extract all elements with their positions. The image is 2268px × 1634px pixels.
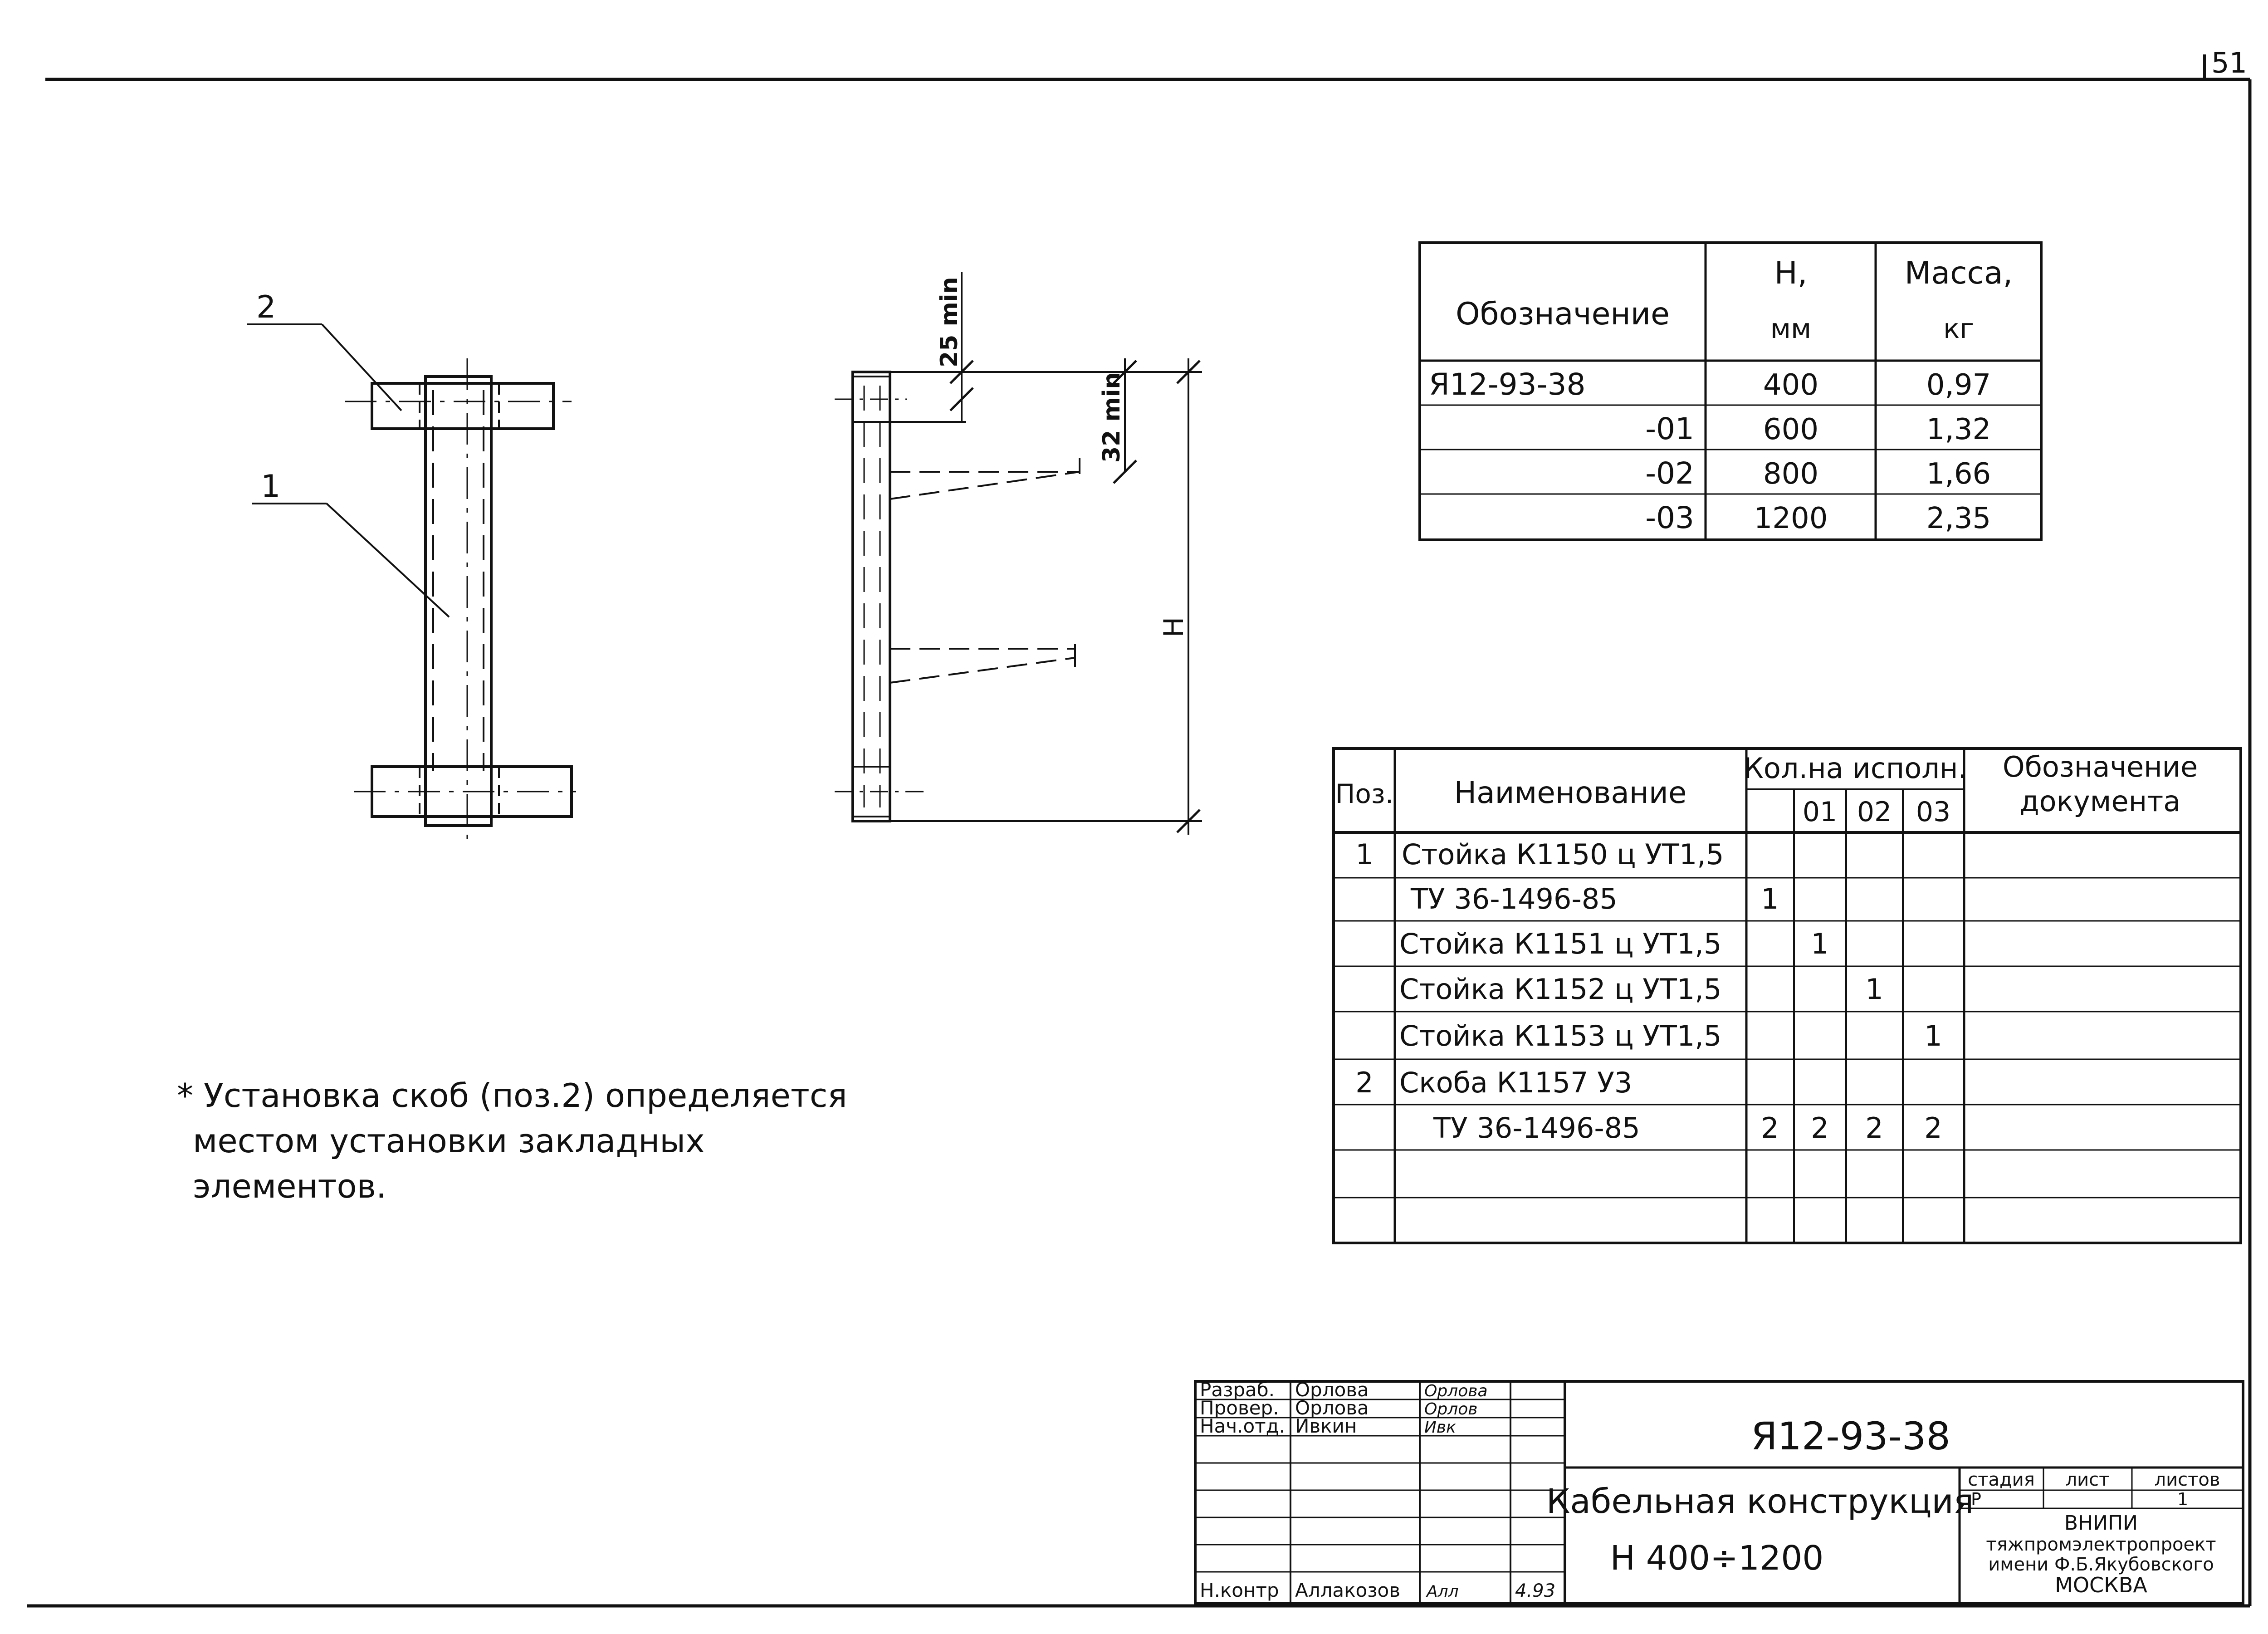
spec-row-qty: 2 [1924,1111,1942,1145]
tb-role: Провер. [1200,1397,1279,1419]
callout-2: 2 [256,289,276,325]
front-view [247,289,576,839]
spec-row-name: Скоба К1157 У3 [1399,1066,1633,1099]
spec-header-qty: Кол.на исполн. [1743,752,1967,785]
spec-header-doc: Обозначение [2002,750,2198,783]
mass-row-mass: 1,32 [1926,413,1991,446]
mass-header-h: H, [1774,255,1808,291]
mass-row-designation: -03 [1645,500,1694,535]
spec-header-pos: Поз. [1335,778,1394,809]
spec-row-pos: 2 [1355,1066,1374,1099]
mass-row-designation: Я12-93-38 [1429,367,1586,402]
title-block [1195,1379,2243,1604]
dim-25min: 25 min [936,277,963,367]
callout-1: 1 [261,469,281,504]
mass-row-h: 800 [1763,457,1819,491]
mass-row-designation: -02 [1645,456,1694,491]
spec-row-pos: 1 [1355,838,1374,871]
spec-row-name: Стойка К1151 ц УТ1,5 [1399,927,1722,960]
tb-org: тяжпромэлектропроект [1986,1534,2216,1555]
mass-row-mass: 1,66 [1926,457,1991,491]
installation-note [177,1076,847,1205]
tb-date: 4.93 [1515,1580,1556,1601]
mass-header-h-unit: мм [1770,313,1812,345]
mass-header-mass-unit: кг [1943,313,1974,345]
tb-title-line1: Кабельная конструкция [1546,1482,1974,1521]
note-line: элементов. [193,1167,386,1205]
spec-row-qty: 2 [1811,1111,1829,1145]
tb-name: Орлова [1295,1397,1369,1419]
tb-org: МОСКВА [2055,1573,2147,1597]
mass-row-h: 1200 [1754,502,1828,535]
dim-h: H [1158,616,1190,637]
tb-role: Н.контр [1200,1579,1279,1601]
spec-header-col-03: 03 [1916,796,1951,828]
spec-row-qty: 1 [1811,927,1829,960]
tb-sheets-label: листов [2154,1469,2220,1490]
spec-row-name: Стойка К1152 ц УТ1,5 [1399,973,1722,1006]
tb-title-line2: H 400÷1200 [1610,1539,1824,1578]
mass-row-mass: 2,35 [1926,502,1991,535]
dim-32min: 32 min [1098,372,1125,463]
mass-row-h: 600 [1763,413,1819,446]
tb-sheet-label: лист [2065,1469,2110,1490]
note-line: * Установка скоб (поз.2) определяется [177,1076,847,1115]
tb-signature: Ивк [1424,1418,1456,1437]
spec-row-name: Стойка К1153 ц УТ1,5 [1399,1019,1722,1052]
spec-row-qty: 1 [1761,882,1779,915]
sheet-number: 51 [2211,46,2247,79]
tb-signature: Орлова [1424,1382,1488,1400]
spec-row-name: ТУ 36-1496-85 [1433,1111,1640,1145]
spec-header-doc-2: документа [2019,785,2181,818]
tb-role: Разраб. [1200,1379,1275,1401]
mass-table [1420,243,2041,540]
tb-org: ВНИПИ [2064,1512,2138,1535]
spec-header-col-02: 02 [1857,796,1892,828]
spec-header-col-01: 01 [1802,796,1838,828]
mass-row-designation: -01 [1645,411,1694,446]
tb-stage-label: стадия [1968,1469,2035,1490]
side-view [835,272,1202,835]
spec-row-name: Стойка К1150 ц УТ1,5 [1402,838,1724,871]
tb-designation: Я12-93-38 [1751,1414,1950,1458]
spec-row-name: ТУ 36-1496-85 [1411,882,1618,915]
mass-header-mass: Масса, [1904,255,2013,291]
spec-row-qty: 2 [1761,1111,1779,1145]
tb-name: Аллакозов [1295,1579,1401,1601]
tb-signature: Орлов [1424,1400,1478,1419]
mass-row-mass: 0,97 [1926,368,1991,402]
tb-name: Орлова [1295,1379,1369,1401]
tb-sheets-value: 1 [2177,1489,2189,1509]
spec-row-qty: 1 [1865,973,1883,1006]
tb-signature: Алл [1427,1582,1459,1601]
spec-header-name: Наименование [1454,775,1687,810]
tb-role: Нач.отд. [1200,1415,1286,1437]
tb-name: Ивкин [1295,1415,1357,1437]
tb-stage-value: Р [1971,1489,1981,1509]
tb-org: имени Ф.Б.Якубовского [1988,1554,2214,1575]
mass-row-h: 400 [1763,368,1819,402]
spec-table [1334,749,2241,1243]
mass-header-designation: Обозначение [1456,296,1670,332]
note-line: местом установки закладных [193,1122,705,1160]
spec-row-qty: 1 [1924,1019,1942,1052]
spec-row-qty: 2 [1865,1111,1883,1145]
